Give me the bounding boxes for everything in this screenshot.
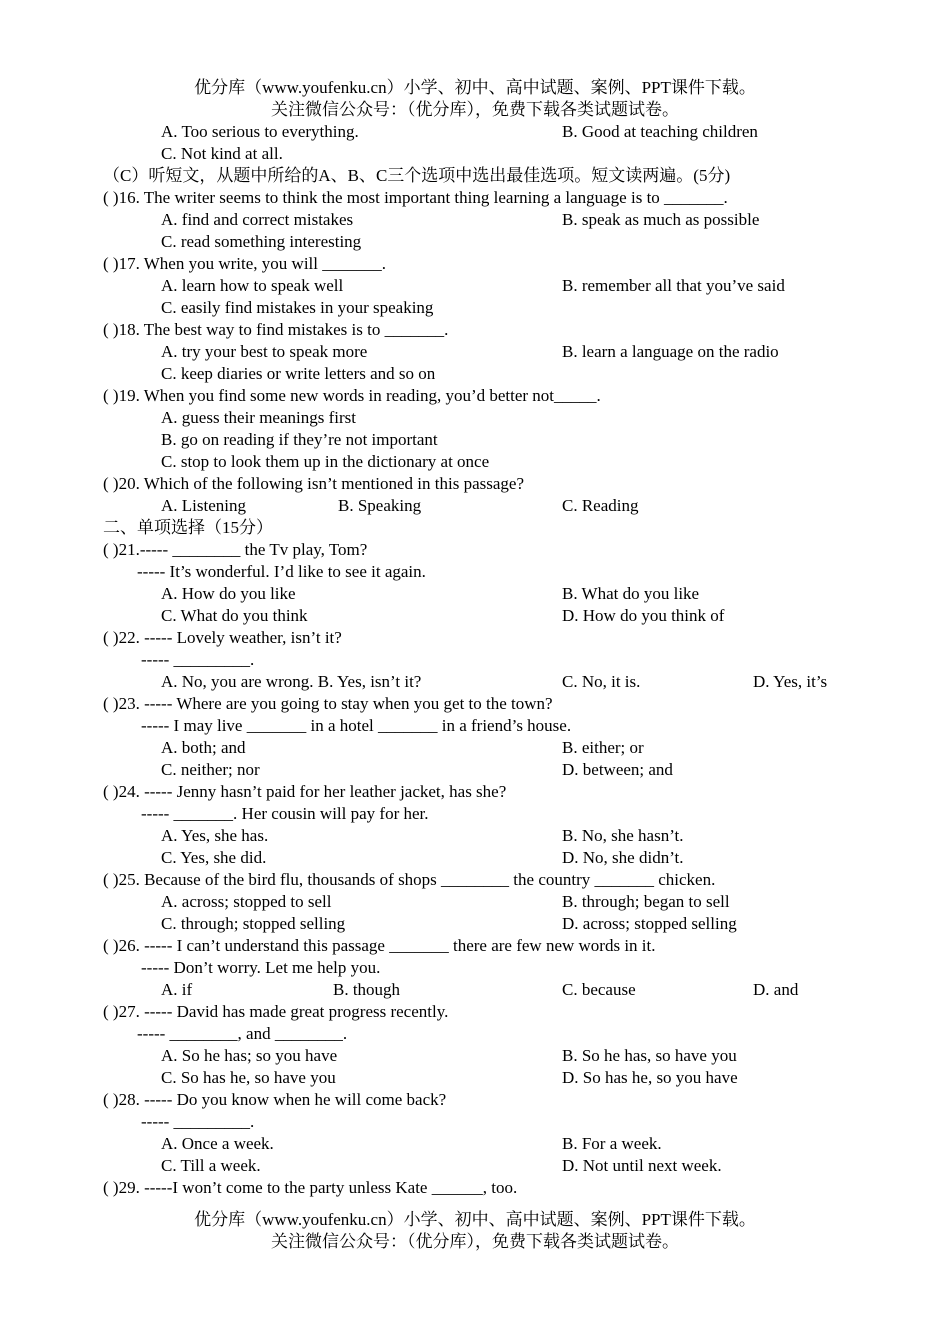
section-c-title: （C）听短文，从题中所给的A、B、C三个选项中选出最佳选项。短文读两遍。(5分) bbox=[103, 166, 731, 185]
q24-reply: ----- _______. Her cousin will pay for her. bbox=[141, 804, 429, 823]
q20-option-b: B. Speaking bbox=[338, 496, 422, 515]
q22-option-c: C. No, it is. bbox=[562, 672, 641, 691]
q24-option-d: D. No, she didn’t. bbox=[562, 848, 684, 867]
page-header-line-2: 关注微信公众号：（优分库），免费下载各类试题试卷。 bbox=[271, 100, 679, 119]
option-c: C. Not kind at all. bbox=[161, 144, 283, 163]
option-a: A. Too serious to everything. bbox=[161, 122, 359, 141]
section-2-title: 二、单项选择（15分） bbox=[103, 518, 273, 537]
q20-option-a: A. Listening bbox=[161, 496, 246, 515]
q19-option-a: A. guess their meanings first bbox=[161, 408, 356, 427]
question-18: ( )18. The best way to find mistakes is to _______. bbox=[103, 320, 449, 339]
question-28: ( )28. ----- Do you know when he will come back? bbox=[103, 1090, 447, 1109]
q26-reply: ----- Don’t worry. Let me help you. bbox=[141, 958, 381, 977]
q25-option-c: C. through; stopped selling bbox=[161, 914, 346, 933]
q27-reply: ----- ________, and ________. bbox=[137, 1024, 348, 1043]
q16-option-c: C. read something interesting bbox=[161, 232, 362, 251]
page-footer-line-2: 关注微信公众号：（优分库），免费下载各类试题试卷。 bbox=[271, 1232, 679, 1251]
q26-option-a: A. if bbox=[161, 980, 193, 999]
q28-option-d: D. Not until next week. bbox=[562, 1156, 722, 1175]
q28-reply: ----- _________. bbox=[141, 1112, 255, 1131]
q21-option-c: C. What do you think bbox=[161, 606, 308, 625]
q25-option-b: B. through; began to sell bbox=[562, 892, 730, 911]
question-21: ( )21.----- ________ the Tv play, Tom? bbox=[103, 540, 368, 559]
q16-option-b: B. speak as much as possible bbox=[562, 210, 760, 229]
q17-option-b: B. remember all that you’ve said bbox=[562, 276, 785, 295]
q25-option-d: D. across; stopped selling bbox=[562, 914, 737, 933]
q23-reply: ----- I may live _______ in a hotel _______ in a friend’s house. bbox=[141, 716, 572, 735]
q28-option-c: C. Till a week. bbox=[161, 1156, 261, 1175]
question-17: ( )17. When you write, you will _______. bbox=[103, 254, 386, 273]
page-footer-line-1: 优分库（www.youfenku.cn）小学、初中、高中试题、案例、PPT课件下载。 bbox=[194, 1210, 756, 1229]
q19-option-c: C. stop to look them up in the dictionary at once bbox=[161, 452, 490, 471]
q24-option-b: B. No, she hasn’t. bbox=[562, 826, 684, 845]
q17-option-c: C. easily find mistakes in your speaking bbox=[161, 298, 434, 317]
q27-option-b: B. So he has, so have you bbox=[562, 1046, 737, 1065]
q25-option-a: A. across; stopped to sell bbox=[161, 892, 332, 911]
q21-reply: ----- It’s wonderful. I’d like to see it again. bbox=[137, 562, 426, 581]
q18-option-c: C. keep diaries or write letters and so on bbox=[161, 364, 436, 383]
q23-option-b: B. either; or bbox=[562, 738, 644, 757]
q22-option-d: D. Yes, it’s bbox=[753, 672, 828, 691]
question-19: ( )19. When you find some new words in reading, you’d better not_____. bbox=[103, 386, 601, 405]
question-25: ( )25. Because of the bird flu, thousands of shops ________ the country _______ chicken. bbox=[103, 870, 716, 889]
q27-option-c: C. So has he, so have you bbox=[161, 1068, 336, 1087]
q24-option-a: A. Yes, she has. bbox=[161, 826, 269, 845]
q26-option-c: C. because bbox=[562, 980, 636, 999]
page-header-line-1: 优分库（www.youfenku.cn）小学、初中、高中试题、案例、PPT课件下载。 bbox=[194, 78, 756, 97]
q26-option-d: D. and bbox=[753, 980, 799, 999]
q28-option-b: B. For a week. bbox=[562, 1134, 662, 1153]
option-b: B. Good at teaching children bbox=[562, 122, 758, 141]
q21-option-a: A. How do you like bbox=[161, 584, 296, 603]
question-24: ( )24. ----- Jenny hasn’t paid for her leather jacket, has she? bbox=[103, 782, 507, 801]
q21-option-d: D. How do you think of bbox=[562, 606, 725, 625]
q23-option-d: D. between; and bbox=[562, 760, 673, 779]
q18-option-b: B. learn a language on the radio bbox=[562, 342, 779, 361]
q26-option-b: B. though bbox=[333, 980, 401, 999]
q19-option-b: B. go on reading if they’re not important bbox=[161, 430, 438, 449]
q24-option-c: C. Yes, she did. bbox=[161, 848, 267, 867]
question-22: ( )22. ----- Lovely weather, isn’t it? bbox=[103, 628, 342, 647]
question-23: ( )23. ----- Where are you going to stay when you get to the town? bbox=[103, 694, 553, 713]
q17-option-a: A. learn how to speak well bbox=[161, 276, 344, 295]
question-29: ( )29. -----I won’t come to the party unless Kate ______, too. bbox=[103, 1178, 518, 1197]
q21-option-b: B. What do you like bbox=[562, 584, 700, 603]
q16-option-a: A. find and correct mistakes bbox=[161, 210, 354, 229]
q22-reply: ----- _________. bbox=[141, 650, 255, 669]
question-27: ( )27. ----- David has made great progress recently. bbox=[103, 1002, 449, 1021]
question-26: ( )26. ----- I can’t understand this passage _______ there are few new words in it. bbox=[103, 936, 656, 955]
q28-option-a: A. Once a week. bbox=[161, 1134, 274, 1153]
q23-option-a: A. both; and bbox=[161, 738, 246, 757]
q22-option-ab: A. No, you are wrong. B. Yes, isn’t it? bbox=[161, 672, 422, 691]
question-16: ( )16. The writer seems to think the most important thing learning a language is to _______. bbox=[103, 188, 728, 207]
q20-option-c: C. Reading bbox=[562, 496, 639, 515]
question-20: ( )20. Which of the following isn’t mentioned in this passage? bbox=[103, 474, 524, 493]
q23-option-c: C. neither; nor bbox=[161, 760, 260, 779]
q27-option-d: D. So has he, so you have bbox=[562, 1068, 738, 1087]
q18-option-a: A. try your best to speak more bbox=[161, 342, 368, 361]
q27-option-a: A. So he has; so you have bbox=[161, 1046, 338, 1065]
